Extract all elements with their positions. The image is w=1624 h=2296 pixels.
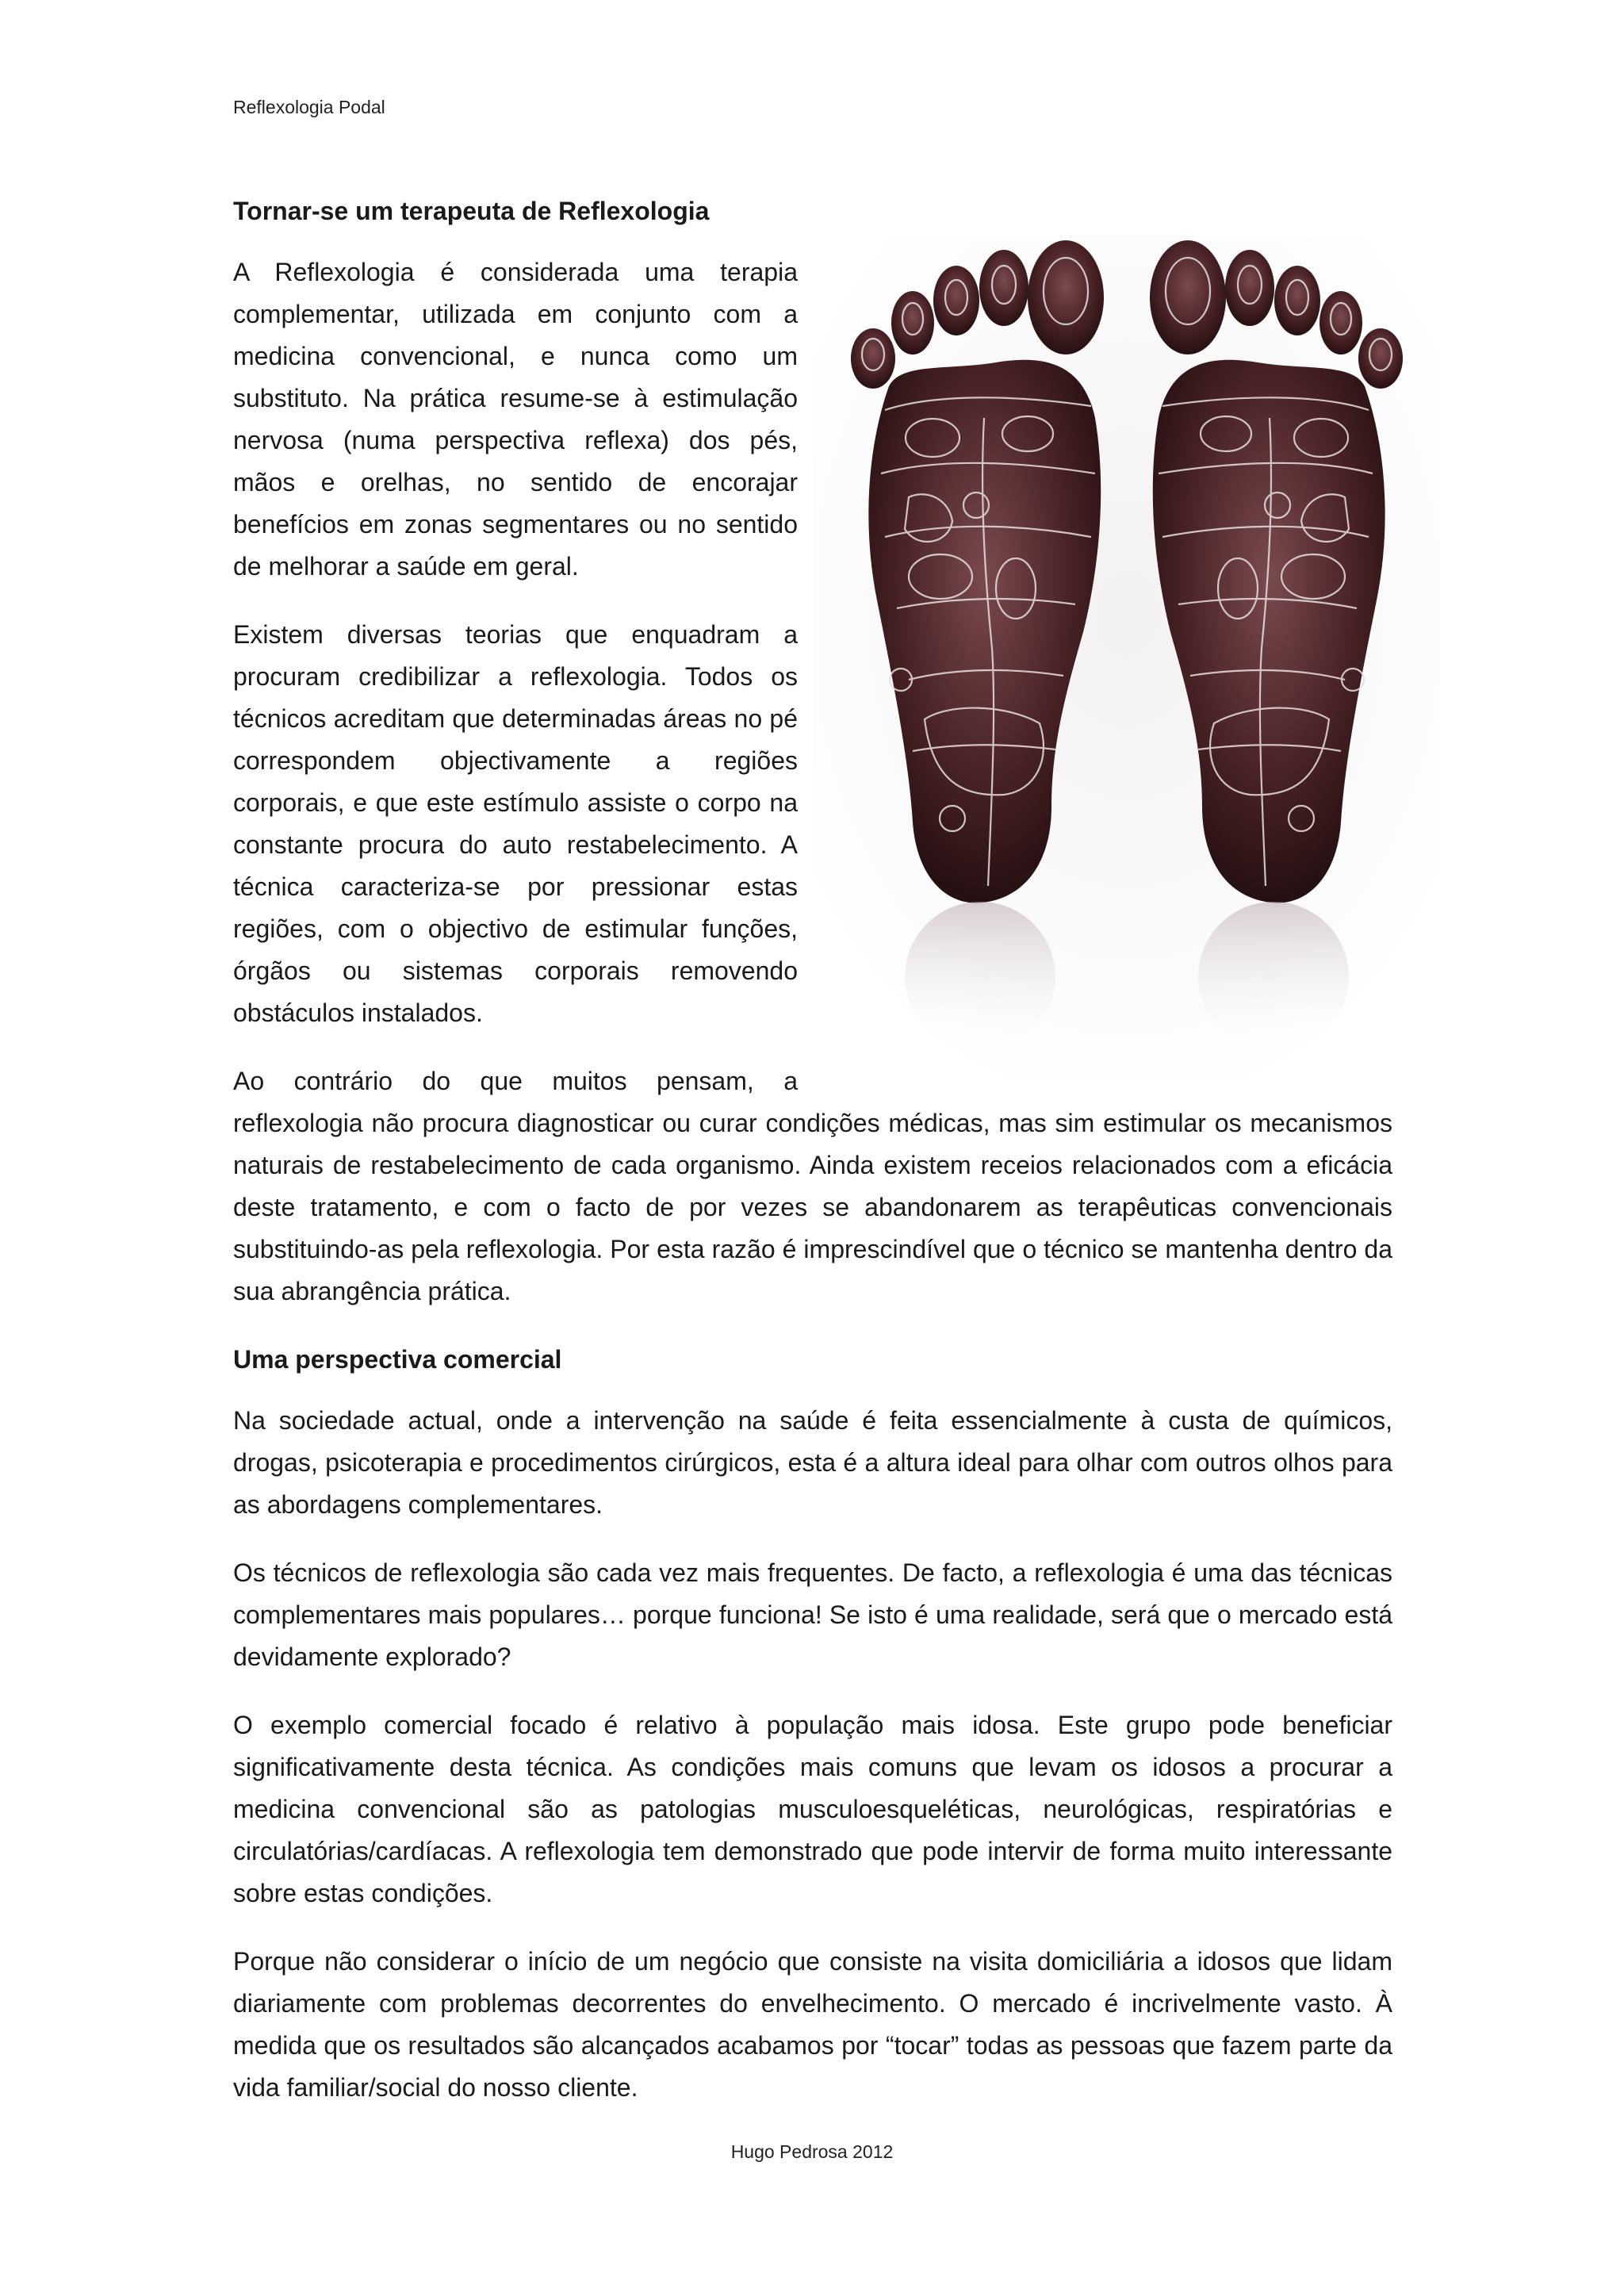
- paragraph-theories: Existem diversas teorias que enquadram a procuram credibilizar a reflexologia. Todos os técnicos acreditam que determinadas áreas no pé correspondem objectivamente a regiões corporais, e que este estímulo assiste o corpo na constante procura do auto restabelecimento. A técnica caracteriza-se por pressionar estas regiões, com o objectivo de estimular funções, órgãos ou sistemas corporais removendo obstáculos instalados.: [233, 620, 798, 1027]
- paragraph-elderly: O exemplo comercial focado é relativo à população mais idosa. Este grupo pode beneficiar significativamente desta técnica. As condições mais comuns que levam os idosos a procurar a medicina convencional são as patologias musculoesqueléticas, neurológicas, respiratórias e circulatórias/cardíacas. A reflexologia tem demonstrado que pode intervir de forma muito interessante sobre estas condições.: [233, 1711, 1392, 1907]
- section-heading-therapist: Tornar-se um terapeuta de Reflexologia: [233, 197, 710, 225]
- paragraph-business: Porque não considerar o início de um negócio que consiste na visita domiciliária a idosos que lidam diariamente com problemas decorrentes do envelhecimento. O mercado é incrivelmente vasto. À medida que os resultados são alcançados acabamos por “tocar” todas as pessoas que fazem parte da vida familiar/social do nosso cliente.: [233, 1947, 1392, 2102]
- running-header: Reflexologia Podal: [233, 97, 385, 117]
- reflexology-feet-image: [814, 236, 1440, 1076]
- page-footer: Hugo Pedrosa 2012: [730, 2141, 894, 2162]
- section-heading-commercial: Uma perspectiva comercial: [233, 1345, 562, 1374]
- paragraph-misconceptions: Ao contrário do que muitos pensam, a reflexologia não procura diagnosticar ou curar condições médicas, mas sim estimular os mecanismos naturais de restabelecimento de cada organismo. Ainda existem receios relacionados com a eficácia deste tratamento, e com o facto de por vezes se abandonarem as terapêuticas convencionais substituindo-as pela reflexologia. Por esta razão é imprescindível que o técnico se mantenha dentro da sua abrangência prática.: [233, 1067, 1392, 1305]
- paragraph-society: Na sociedade actual, onde a intervenção na saúde é feita essencialmente à custa de químicos, drogas, psicoterapia e procedimentos cirúrgicos, esta é a altura ideal para olhar com outros olhos para as abordagens complementares.: [233, 1406, 1392, 1519]
- paragraph-technicians: Os técnicos de reflexologia são cada vez mais frequentes. De facto, a reflexologia é uma das técnicas complementares mais populares… porque funciona! Se isto é uma realidade, será que o mercado está devidamente explorado?: [233, 1558, 1392, 1671]
- paragraph-intro: A Reflexologia é considerada uma terapia complementar, utilizada em conjunto com a medicina convencional, e nunca como um substituto. Na prática resume-se à estimulação nervosa (numa perspectiva reflexa) dos pés, mãos e orelhas, no sentido de encorajar benefícios em zonas segmentares ou no sentido de melhorar a saúde em geral.: [233, 258, 798, 581]
- feet-map-icon: [814, 236, 1440, 1076]
- document-body: [233, 190, 1392, 2135]
